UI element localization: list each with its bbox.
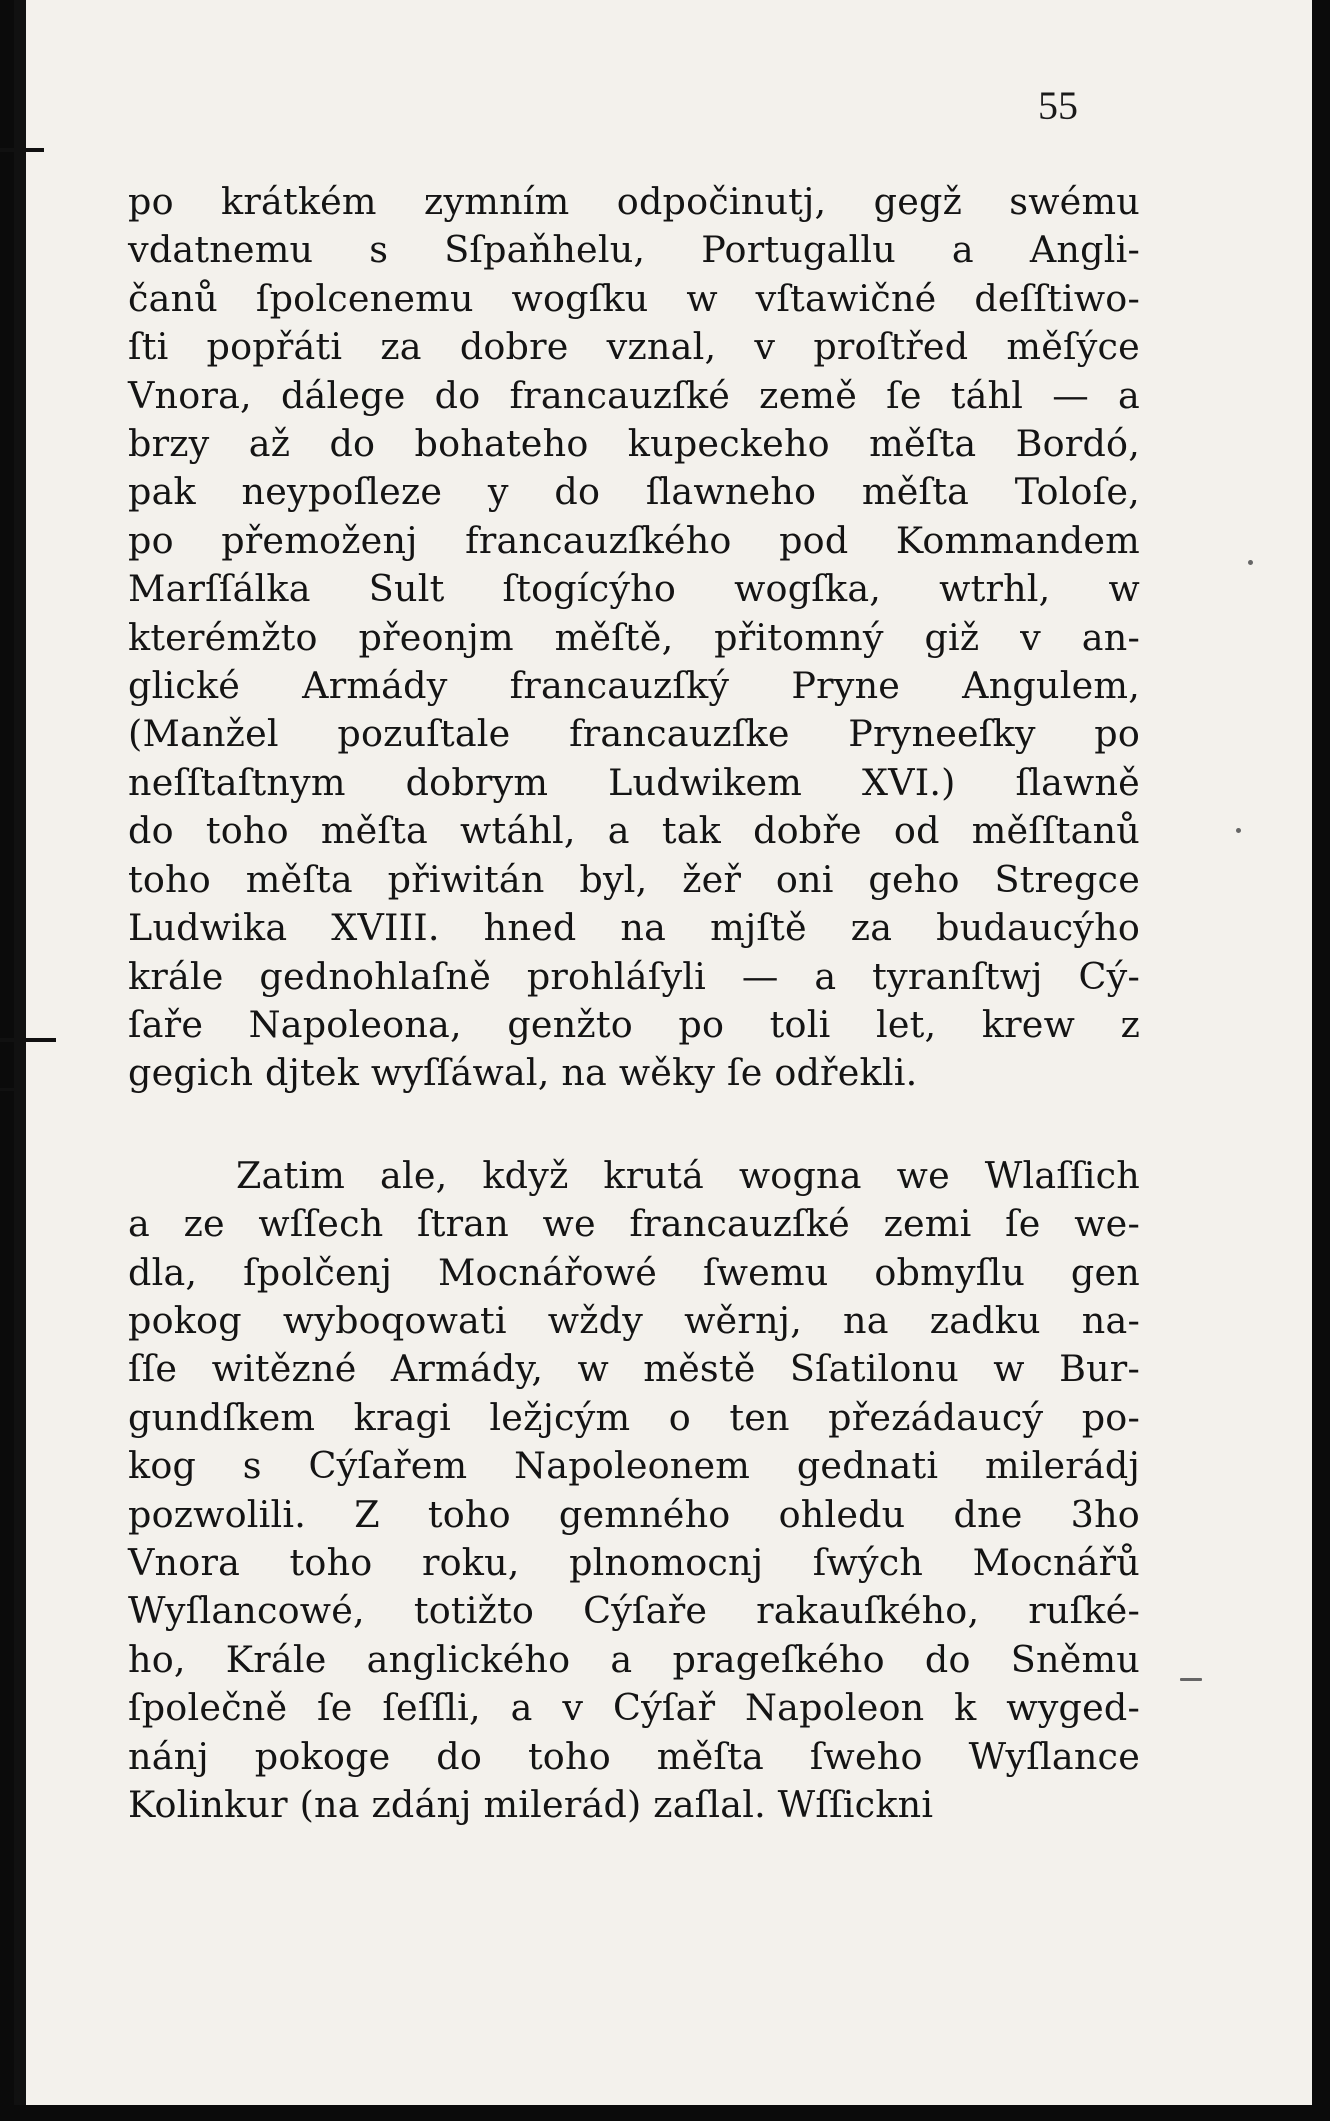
text-line: Vnora toho roku, plnomocnj ſwých Mocnářů	[128, 1540, 1140, 1584]
text-line: brzy až do bohateho kupeckeho měſta Bordó,	[128, 422, 1140, 466]
text-line: a ze wſſech ſtran we francauzſké zemi ſe we-	[128, 1202, 1140, 1246]
text-line: gegich djtek wyſſáwal, na wěky ſe odřekli.	[128, 1051, 918, 1095]
text-line: vdatnemu s Sſpaňhelu, Portugallu a Angli-	[128, 228, 1140, 272]
text-line: kterémžto přeonjm měſtě, přitomný giž v an-	[128, 615, 1140, 659]
text-line: gundſkem kragi ležjcým o ten přezádaucý po-	[128, 1395, 1140, 1439]
text-line: Ludwika XVIII. hned na mjſtě za budaucýho	[128, 906, 1140, 950]
text-line: po krátkém zymním odpočinutj, gegž swému	[128, 180, 1140, 223]
text-line: pak neypoſleze y do ſlawneho měſta Toloſe,	[128, 470, 1140, 514]
binding-mark-middle	[0, 1038, 56, 1042]
binding-mark-bottom	[0, 1088, 24, 1091]
text-line: Kolinkur (na zdánj milerád) zaſlal. Wſſickni	[128, 1783, 934, 1826]
scan-speck	[1248, 560, 1253, 565]
paragraph-1	[128, 178, 1140, 1098]
text-line: (Manžel pozuſtale francauzſke Pryneeſky po	[128, 712, 1140, 756]
text-line: pokog wyboqowati wždy wěrnj, na zadku na-	[128, 1298, 1140, 1342]
binding-mark-top	[0, 148, 44, 152]
text-line: čanů ſpolcenemu wogſku w vſtawičné deſſtiwo-	[128, 276, 1140, 320]
scan-edge-right	[1312, 0, 1330, 2121]
text-line: krále gednohlaſně prohláſyli — a tyranſtwj Cý-	[128, 954, 1140, 998]
text-line: do toho měſta wtáhl, a tak dobře od měſſtanů	[128, 809, 1140, 853]
scan-edge-bottom	[0, 2105, 1330, 2121]
text-line: neſſtaſtnym dobrym Ludwikem XVI.) ſlawně	[128, 760, 1140, 804]
text-line: kog s Cýſařem Napoleonem gednati milerádj	[128, 1444, 1140, 1488]
body-text	[128, 178, 1140, 1829]
scan-speck	[1236, 828, 1241, 833]
text-line: Marſſálka Sult ſtogícýho wogſka, wtrhl, w	[128, 567, 1140, 611]
text-line: nánj pokoge do toho měſta ſweho Wyſlance	[128, 1734, 1140, 1778]
paragraph-2	[128, 1152, 1140, 1830]
text-line: dla, ſpolčenj Mocnářowé ſwemu obmyſlu gen	[128, 1250, 1140, 1294]
text-line: po přemoženj francauzſkého pod Kommandem	[128, 518, 1140, 562]
text-line: ſaře Napoleona, genžto po toli let, krew z	[128, 1002, 1140, 1046]
text-line: glické Armády francauzſký Pryne Angulem,	[128, 664, 1140, 708]
text-line: ſpolečně ſe ſeſſli, a v Cýſař Napoleon k wyged-	[128, 1686, 1140, 1730]
text-line: Zatim ale, když krutá wogna we Wlaſſich	[236, 1153, 1140, 1197]
page-spine-shadow	[14, 0, 26, 2121]
text-line: toho měſta přiwitán byl, žeř oni geho Stregce	[128, 857, 1140, 901]
text-line: ſſe witězné Armády, w městě Sſatilonu w Bur-	[128, 1347, 1140, 1391]
text-line: Wyſlancowé, totižto Cýſaře rakauſkého, ruſké-	[128, 1589, 1140, 1633]
text-line: ho, Krále anglického a prageſkého do Sněmu	[128, 1637, 1140, 1681]
text-line: ſti popřáti za dobre vznal, v proſtřed měſýce	[128, 325, 1140, 369]
page-number: 55	[1038, 83, 1078, 128]
text-line: Vnora, dálege do francauzſké země ſe táhl — a	[128, 373, 1140, 417]
scan-speck	[1180, 1678, 1202, 1681]
text-line: pozwolili. Z toho gemného ohledu dne 3ho	[128, 1492, 1140, 1536]
